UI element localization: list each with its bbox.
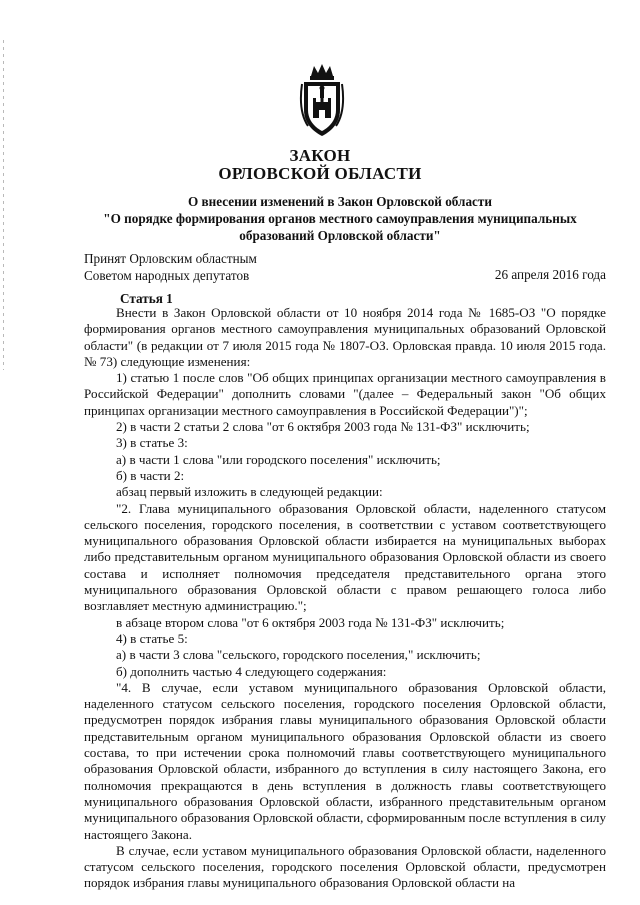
paragraph: "4. В случае, если уставом муниципального образования Орловской области, наделенного статусом сельского поселения, городского поселения Орловской области, предусмотрен порядок избрания главы муниципального образования Орловской области представительным органом муниципального образования Орловской области из своего состава, то при истечении срока полномочий главы соответствующего муниципального образования Орловской области, избранного до вступления в силу настоящего Закона, его полномочия прекращаются в день вступления в должность главы соответствующего муниципального образования Орловской области, избранного представительным органом муниципального образования Орловской области, сформированным после вступления в силу настоящего Закона. — [84, 679, 607, 842]
paragraph: абзац первый изложить в следующей редакции: — [116, 484, 383, 500]
article-heading: Статья 1 — [120, 291, 173, 306]
adoption-block — [84, 250, 257, 284]
adoption-line-2: Советом народных депутатов — [84, 268, 250, 283]
paragraph: в абзаце втором слова "от 6 октября 2003 года № 131-ФЗ" исключить; — [116, 614, 505, 630]
paragraph: 1) статью 1 после слов "Об общих принципах организации местного самоуправления в Российской Федерации" дополнить словами "(далее – Федеральный закон "Об общих принципах организации местного самоуправления в Российской Федерации")"; — [84, 370, 606, 418]
paragraph: б) дополнить частью 4 следующего содержания: — [116, 663, 387, 679]
coat-of-arms-icon — [298, 62, 346, 138]
paragraph: 3) в статье 3: — [116, 435, 188, 451]
subtitle-line-1: О внесении изменений в Закон Орловской области — [188, 194, 492, 209]
paragraph: 2) в части 2 статьи 2 слова "от 6 октября 2003 года № 131-ФЗ" исключить; — [116, 419, 530, 435]
adoption-date: 26 апреля 2016 года — [494, 267, 606, 282]
scan-edge-artifact — [3, 40, 4, 370]
paragraph: б) в части 2: — [116, 467, 185, 483]
paragraph: а) в части 3 слова "сельского, городского поселения," исключить; — [116, 647, 481, 663]
subtitle-line-3: образований Орловской области" — [239, 228, 441, 243]
paragraph: а) в части 1 слова "или городского поселения" исключить; — [116, 451, 441, 467]
law-kind: ЗАКОН — [289, 146, 351, 165]
law-region: ОРЛОВСКОЙ ОБЛАСТИ — [218, 164, 422, 183]
paragraph: Внести в Закон Орловской области от 10 ноября 2014 года № 1685-ОЗ "О порядке формирования органов местного самоуправления муниципальных образований Орловской области" (в редакции от 7 июля 2015 года № 1807-ОЗ. Орловская правда. 10 июля 2015 года. № 73) следующие изменения: — [84, 305, 606, 369]
article-body — [84, 305, 606, 892]
subtitle-line-2: "О порядке формирования органов местного самоуправления муниципальных — [103, 211, 577, 226]
paragraph: "2. Глава муниципального образования Орловской области, наделенного статусом сельского поселения, городского поселения, в соответствии с уставом соответствующего муниципального образования Орловской области избирается на муниципальных выборах либо представительным органом муниципального образования Орловской области из своего состава и исполняет полномочия председателя представительного органа этого муниципального образования Орловской области с правом решающего голоса либо возглавляет местную администрацию."; — [84, 500, 606, 614]
adoption-line-1: Принят Орловским областным — [84, 251, 257, 266]
paragraph: В случае, если уставом муниципального образования Орловской области, наделенного статусом сельского поселения, городского поселения Орловской области, предусмотрен порядок избрания главы муниципального образования Орловской области на — [84, 842, 606, 891]
paragraph: 4) в статье 5: — [116, 630, 188, 646]
